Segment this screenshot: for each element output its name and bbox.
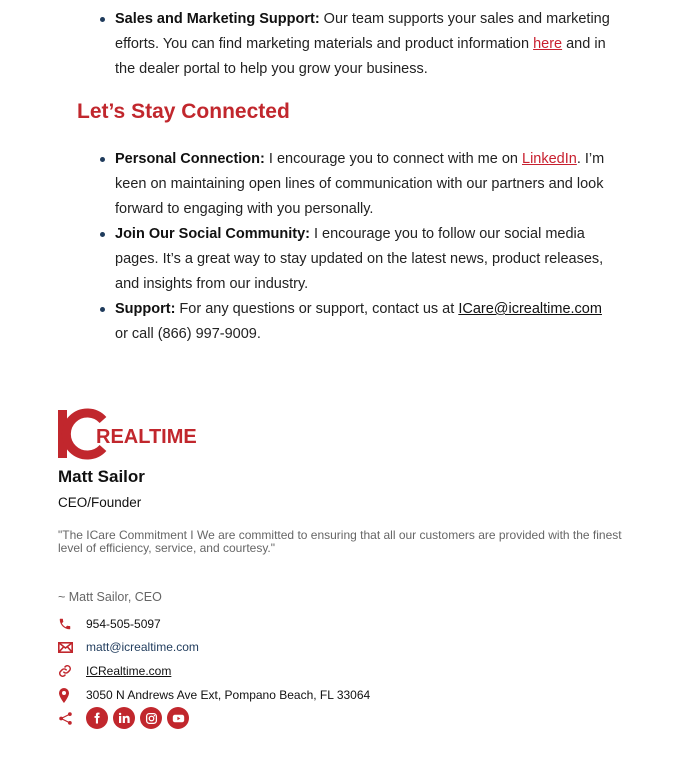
item-text: Our team supports your sales and marketing efforts. You can find marketing materials and product information bbox=[115, 11, 610, 52]
facebook-icon[interactable] bbox=[86, 707, 108, 729]
phone-icon bbox=[58, 615, 80, 633]
item-text: and in the dealer portal to help you grow your business. bbox=[115, 36, 606, 77]
item-label: Personal Connection: bbox=[115, 151, 265, 167]
item-label: Support: bbox=[115, 301, 176, 317]
address-row bbox=[58, 685, 370, 705]
email-row bbox=[58, 637, 199, 657]
icrealtime-logo bbox=[57, 408, 207, 462]
link-icon bbox=[58, 662, 80, 680]
share-icon bbox=[58, 709, 80, 727]
list-item-personal-connection bbox=[96, 147, 616, 222]
phone-number[interactable]: 954-505-5097 bbox=[86, 617, 161, 631]
item-text: For any questions or support, contact us at bbox=[175, 301, 459, 317]
email-link[interactable]: matt@icrealtime.com bbox=[86, 640, 199, 654]
social-links bbox=[86, 707, 194, 729]
linkedin-icon[interactable] bbox=[113, 707, 135, 729]
support-email-link[interactable]: ICare@icrealtime.com bbox=[458, 301, 602, 317]
item-text: I encourage you to connect with me on bbox=[264, 151, 522, 167]
social-row bbox=[58, 706, 194, 730]
item-label: Sales and Marketing Support: bbox=[115, 11, 320, 27]
map-pin-icon bbox=[58, 686, 80, 704]
envelope-icon bbox=[58, 638, 80, 656]
signature-title: CEO/Founder bbox=[58, 495, 142, 510]
website-link[interactable]: ICRealtime.com bbox=[86, 664, 172, 678]
youtube-icon[interactable] bbox=[167, 707, 189, 729]
logo-wordmark: REALTIME bbox=[96, 426, 197, 448]
signature-quote: "The ICare Commitment I We are committed to ensuring that all our customers are provided with the finest level of efficiency, service, and courtesy." bbox=[58, 528, 622, 555]
signature-name: Matt Sailor bbox=[58, 467, 145, 486]
address-text: 3050 N Andrews Ave Ext, Pompano Beach, FL 33064 bbox=[86, 688, 371, 702]
section-heading: Let’s Stay Connected bbox=[77, 100, 290, 123]
phone-row bbox=[58, 614, 161, 634]
list-item-sales-marketing bbox=[96, 7, 616, 82]
item-text: I encourage you to follow our social media pages. It’s a great way to stay updated on the latest news, product releases, and insights from our industry. bbox=[115, 226, 604, 292]
signature-signoff: ~ Matt Sailor, CEO bbox=[58, 590, 162, 604]
support-list bbox=[96, 7, 616, 82]
connect-list bbox=[96, 147, 616, 347]
item-label: Join Our Social Community: bbox=[115, 226, 310, 242]
here-link[interactable]: here bbox=[533, 36, 563, 52]
website-row bbox=[58, 661, 171, 681]
list-item-social-community bbox=[96, 222, 616, 297]
item-text: or call (866) 997-9009. bbox=[115, 326, 261, 342]
item-text: . I’m keen on maintaining open lines of communication with our partners and look forward to engaging with you personally. bbox=[115, 151, 605, 217]
linkedin-link[interactable]: LinkedIn bbox=[522, 151, 577, 167]
list-item-support bbox=[96, 297, 616, 347]
instagram-icon[interactable] bbox=[140, 707, 162, 729]
